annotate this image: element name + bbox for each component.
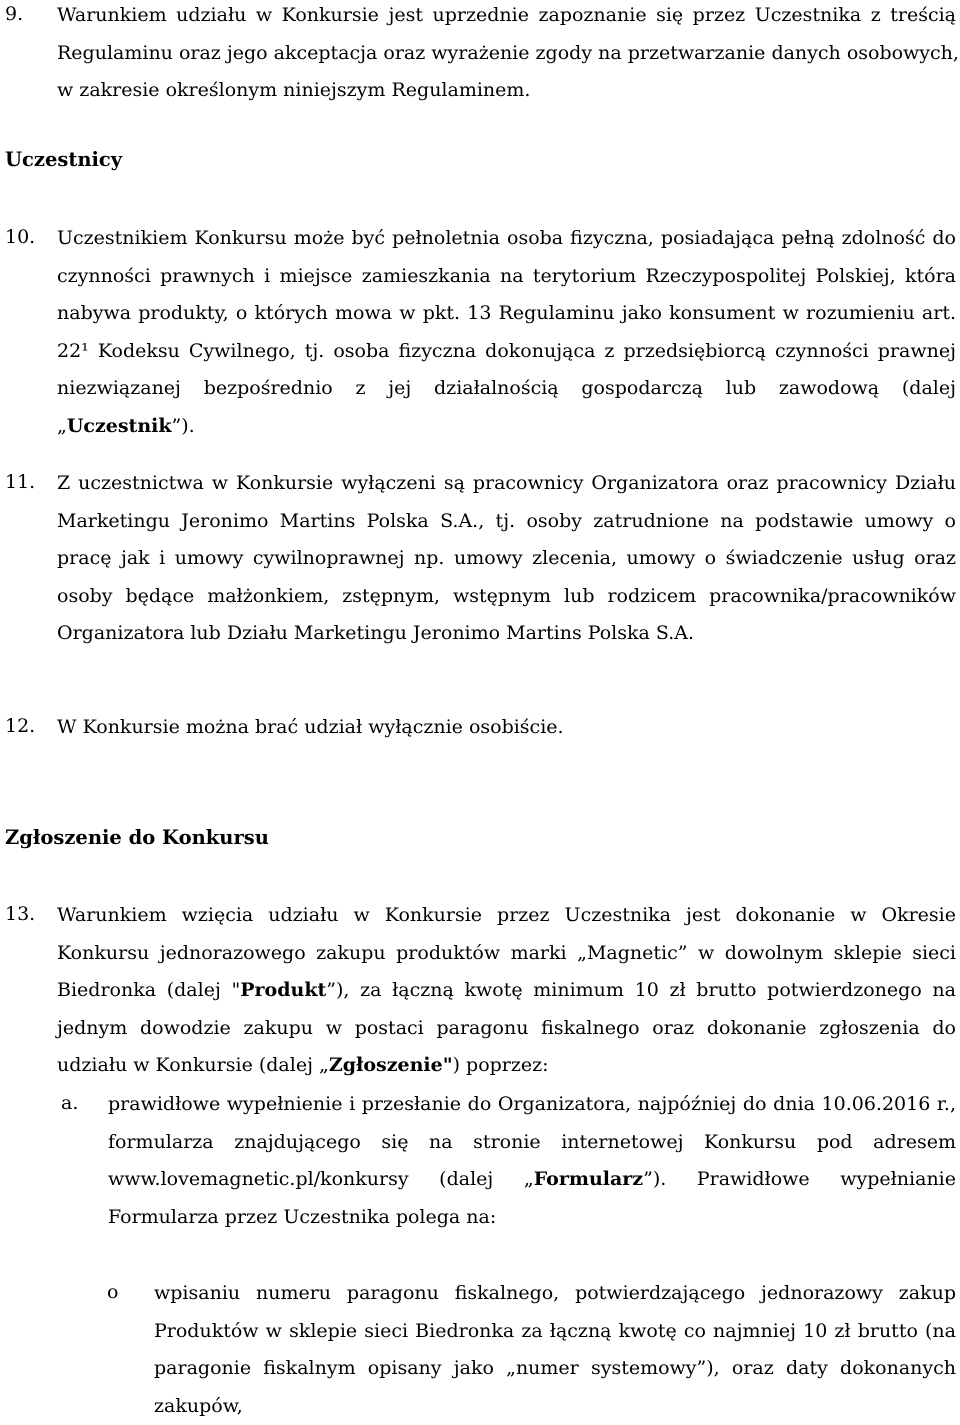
text-line: w zakresie określonym niniejszym Regulaminem. [57,72,956,110]
defined-term: Formularz [534,1168,643,1190]
text-line: jednym dowodzie zakupu w postaci paragonu fiskalnego oraz dokonanie zgłoszenia do [57,1010,956,1048]
text-line: Warunkiem wzięcia udziału w Konkursie przez Uczestnika jest dokonanie w Okresie [57,897,956,935]
text-line: 22¹ Kodeksu Cywilnego, tj. osoba fizyczna dokonująca z przedsiębiorcą czynności prawnej [57,333,956,371]
bullet-item [0,1275,956,1425]
paragraph-11 [0,465,956,653]
bullet-marker: o [107,1281,118,1303]
text-line: niezwiązanej bezpośrednio z jej działalnością gospodarczą lub zawodową (dalej [57,370,956,408]
text-line: Z uczestnictwa w Konkursie wyłączeni są pracownicy Organizatora oraz pracownicy Działu [57,465,956,503]
text-line: wpisaniu numeru paragonu fiskalnego, potwierdzającego jednorazowy zakup [154,1275,956,1313]
paragraph-number: 11. [5,471,35,493]
paragraph-number: 12. [5,715,35,737]
text-line: nabywa produkty, o których mowa w pkt. 13 Regulaminu jako konsument w rozumieniu art. [57,295,956,333]
paragraph-13 [0,897,956,1085]
text-line: pracę jak i umowy cywilnoprawnej np. umowy zlecenia, umowy o świadczenie usług oraz [57,540,956,578]
text-line: udziału w Konkursie (dalej „Zgłoszenie") poprzez: [57,1047,956,1085]
defined-term: Uczestnik [67,415,172,437]
text-line: „Uczestnik”). [57,408,956,446]
paragraph-number: 10. [5,226,35,248]
text-line: www.lovemagnetic.pl/konkursy (dalej „Formularz”). Prawidłowe wypełnianie [108,1161,956,1199]
text-line: paragonie fiskalnym opisany jako „numer systemowy”), oraz daty dokonanych [154,1350,956,1388]
text-line: Konkursu jednorazowego zakupu produktów marki „Magnetic” w dowolnym sklepie sieci [57,935,956,973]
subitem-a [0,1086,956,1236]
text-line: W Konkursie można brać udział wyłącznie osobiście. [57,709,956,747]
subitem-marker: a. [61,1092,78,1114]
section-heading-zgloszenie: Zgłoszenie do Konkursu [5,826,269,849]
text-line: Organizatora lub Działu Marketingu Jeronimo Martins Polska S.A. [57,615,956,653]
text-line: osoby będące małżonkiem, zstępnym, wstępnym lub rodzicem pracownika/pracowników [57,578,956,616]
paragraph-number: 9. [5,3,23,25]
text-line: Marketingu Jeronimo Martins Polska S.A., tj. osoby zatrudnione na podstawie umowy o [57,503,956,541]
paragraph-9 [0,0,956,110]
paragraph-12 [0,709,956,747]
section-heading-uczestnicy: Uczestnicy [5,148,122,171]
text-line: Biedronka (dalej "Produkt”), za łączną kwotę minimum 10 zł brutto potwierdzonego na [57,972,956,1010]
text-line: Formularza przez Uczestnika polega na: [108,1199,956,1237]
text-line: formularza znajdującego się na stronie internetowej Konkursu pod adresem [108,1124,956,1162]
text-line: czynności prawnych i miejsce zamieszkania na terytorium Rzeczypospolitej Polskiej, która [57,258,956,296]
paragraph-number: 13. [5,903,35,925]
defined-term: Zgłoszenie" [329,1054,453,1076]
text-line: zakupów, [154,1388,956,1425]
text-line: prawidłowe wypełnienie i przesłanie do Organizatora, najpóźniej do dnia 10.06.2016 r., [108,1086,956,1124]
defined-term: Produkt [240,979,326,1001]
text-line: Regulaminu oraz jego akceptacja oraz wyrażenie zgody na przetwarzanie danych osobowych, [57,35,956,73]
paragraph-10 [0,220,956,445]
text-line: Uczestnikiem Konkursu może być pełnoletnia osoba fizyczna, posiadająca pełną zdolność do [57,220,956,258]
text-line: Produktów w sklepie sieci Biedronka za łączną kwotę co najmniej 10 zł brutto (na [154,1313,956,1351]
text-line: Warunkiem udziału w Konkursie jest uprzednie zapoznanie się przez Uczestnika z treścią [57,0,956,35]
